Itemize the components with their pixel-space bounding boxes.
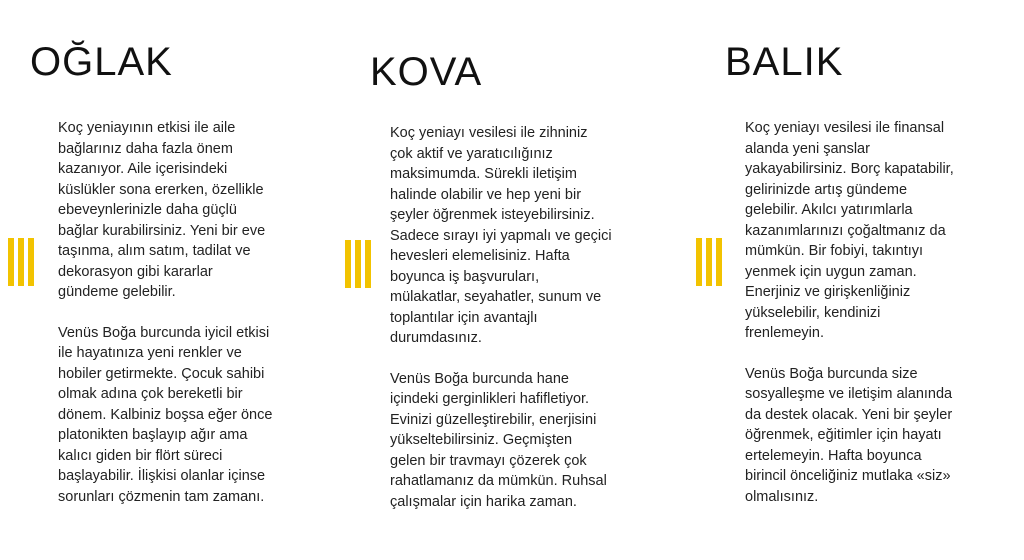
paragraph: Venüs Boğa burcunda hane içindeki gerginlikleri hafifletiyor. Evinizi güzelleştirebilir, enerjisini yükseltebilirsiniz. Geçmişten gelen bir travmayı çözerek çok rahatlamanız da mümkün. Ruhsal çalışmalar için harika zaman. [390, 370, 607, 510]
accent-bar [28, 238, 34, 286]
paragraph: Venüs Boğa burcunda size sosyalleşme ve iletişim alanında da destek olacak. Yeni bir şeyler öğrenmek, eğitimler için hayatı ertelemeyin. Hafta boyunca birincil önceliğiniz mutlaka «siz» olmalısınız. [745, 365, 953, 505]
horoscope-text [745, 118, 1015, 507]
accent-bar [18, 238, 24, 286]
paragraph: Koç yeniayı vesilesi ile zihniniz çok aktif ve yaratıcılığınız maksimumda. Sürekli iletişim halinde olabilir ve hep yeni bir şeyler öğrenmek isteyebilirsiniz. Sadece sırayı iyi yapmalı ve geçici hevesleri elemelisiniz. Hafta boyunca iş başvuruları, mülakatlar, seyahatler, sunum ve toplantılar için avantajlı durumdasınız. [390, 125, 612, 346]
sign-title: KOVA [370, 50, 483, 94]
accent-bar [716, 238, 722, 286]
accent-bar [696, 238, 702, 286]
accent-bars [345, 240, 371, 288]
accent-bar [345, 240, 351, 288]
sign-title: OĞLAK [30, 40, 173, 84]
column-kova [340, 0, 670, 560]
horoscope-text [390, 123, 660, 512]
sign-title: BALIK [725, 40, 844, 84]
column-oglak [0, 0, 330, 560]
paragraph: Koç yeniayı vesilesi ile finansal alanda yeni şanslar yakayabilirsiniz. Borç kapatabilir, gelirinizde artış gündeme gelebilir. Akılcı yatırımlarla kazanımlarınızı çoğaltmanız da mümkün. Bir fobiyi, takıntıyı yenmek için uygun zaman. Enerjiniz ve girişkenliğiniz yükselebilir, kendinizi frenlemeyin. [745, 120, 954, 341]
paragraph: Koç yeniayının etkisi ile aile bağlarınız daha fazla önem kazanıyor. Aile içerisindeki küslükler sona ererken, özellikle ebeveynlerinizle daha güçlü bağlar kurabilirsiniz. Yeni bir eve taşınma, alım satım, tadilat ve dekorasyon gibi kararlar gündeme gelebilir. [58, 120, 266, 300]
paragraph: Venüs Boğa burcunda iyicil etkisi ile hayatınıza yeni renkler ve hobiler getirmekte. Çocuk sahibi olmak adına çok bereketli bir dönem. Kalbiniz boşsa eğer önce platonikten başlayıp ağır ama kalıcı giden bir flört süreci başlayabilir. İlişkisi olanlar içinse sorunları çözmenin tam zamanı. [58, 324, 273, 505]
accent-bar [8, 238, 14, 286]
accent-bar [355, 240, 361, 288]
horoscope-text [58, 118, 323, 507]
accent-bars [696, 238, 722, 286]
accent-bar [706, 238, 712, 286]
accent-bar [365, 240, 371, 288]
column-balik [690, 0, 1020, 560]
accent-bars [8, 238, 34, 286]
